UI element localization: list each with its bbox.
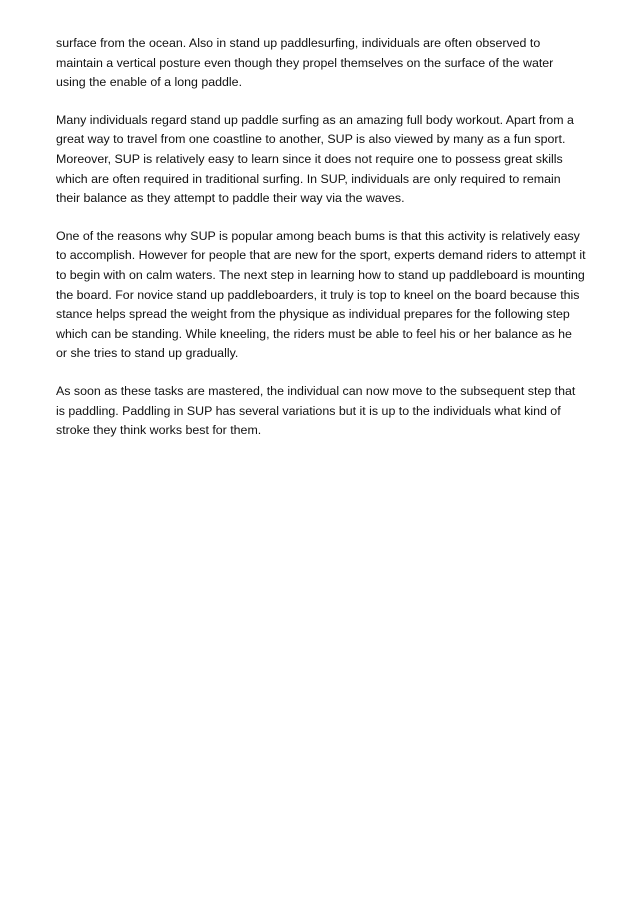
document-body: [56, 34, 586, 459]
paragraph: One of the reasons why SUP is popular among beach bums is that this activity is relatively easy to accomplish. However for people that are new for the sport, experts demand riders to attempt it to begin with on calm waters. The next step in learning how to stand up paddleboard is mounting the board. For novice stand up paddleboarders, it truly is top to kneel on the board because this stance helps spread the weight from the physique as individual prepares for the following step which can be standing. While kneeling, the riders must be able to feel his or her balance as he or she tries to stand up gradually.: [56, 228, 586, 361]
paragraph: surface from the ocean. Also in stand up paddlesurfing, individuals are often observed to maintain a vertical posture even though they propel themselves on the surface of the water using the enable of a long paddle.: [56, 36, 554, 90]
paragraph: As soon as these tasks are mastered, the individual can now move to the subsequent step that is paddling. Paddling in SUP has several variations but it is up to the individuals what kind of stroke they think works best for them.: [56, 383, 576, 438]
paragraph: Many individuals regard stand up paddle surfing as an amazing full body workout. Apart from a great way to travel from one coastline to another, SUP is also viewed by many as a fun sport. Moreover, SUP is relatively easy to learn since it does not require one to possess great skills which are often required in traditional surfing. In SUP, individuals are only required to remain their balance as they attempt to paddle their way via the waves.: [56, 112, 574, 206]
